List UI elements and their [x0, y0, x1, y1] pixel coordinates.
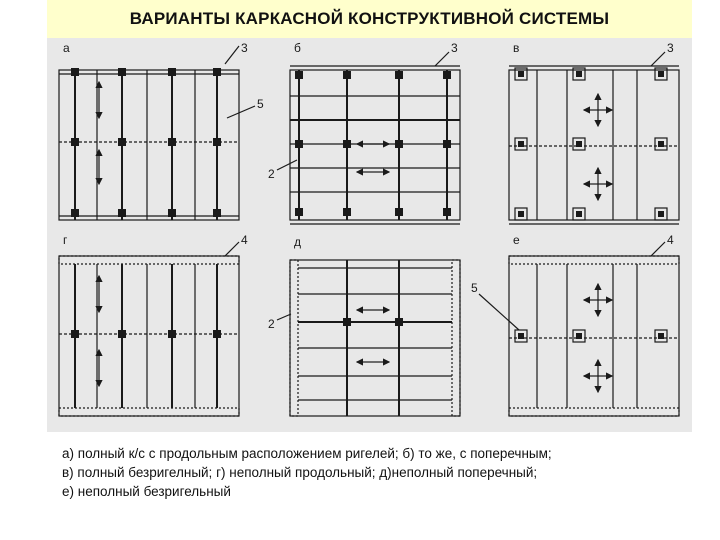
- panel-e: [509, 242, 679, 416]
- panel-v: [509, 52, 679, 224]
- panel-g-letter: г: [63, 233, 68, 247]
- page-title: ВАРИАНТЫ КАРКАСНОЙ КОНСТРУКТИВНОЙ СИСТЕМЫ: [129, 9, 610, 28]
- panel-e-callout-4: 4: [667, 233, 674, 247]
- panel-e-letter: е: [513, 233, 520, 247]
- frame-system-diagram: [47, 38, 692, 432]
- panel-a-callout-3: 3: [241, 41, 248, 55]
- diagram-canvas: [47, 38, 692, 432]
- panel-g-callout-4: 4: [241, 233, 248, 247]
- panel-v-letter: в: [513, 41, 520, 55]
- panel-b-callout-3: 3: [451, 41, 458, 55]
- panel-v-callout-3: 3: [667, 41, 674, 55]
- panel-a-callout-5: 5: [257, 97, 264, 111]
- panel-d-letter: д: [294, 235, 302, 249]
- figure-caption: [62, 444, 702, 501]
- panel-g: [59, 242, 239, 416]
- panel-a: [59, 46, 255, 220]
- panel-d: [277, 260, 519, 416]
- panel-b-letter: б: [294, 41, 301, 55]
- title-band: [47, 0, 692, 38]
- caption-line-3: е) неполный безригельный: [62, 484, 231, 499]
- panel-b-callout-2: 2: [268, 167, 275, 181]
- panel-b: [277, 52, 460, 224]
- caption-line-1: а) полный к/с с продольным расположением ригелей; б) то же, с поперечным;: [62, 446, 552, 461]
- panel-d-callout-2: 2: [268, 317, 275, 331]
- panel-a-letter: а: [63, 41, 70, 55]
- caption-line-2: в) полный безригелный; г) неполный продольный; д)неполный поперечный;: [62, 465, 538, 480]
- panel-d-callout-5: 5: [471, 281, 478, 295]
